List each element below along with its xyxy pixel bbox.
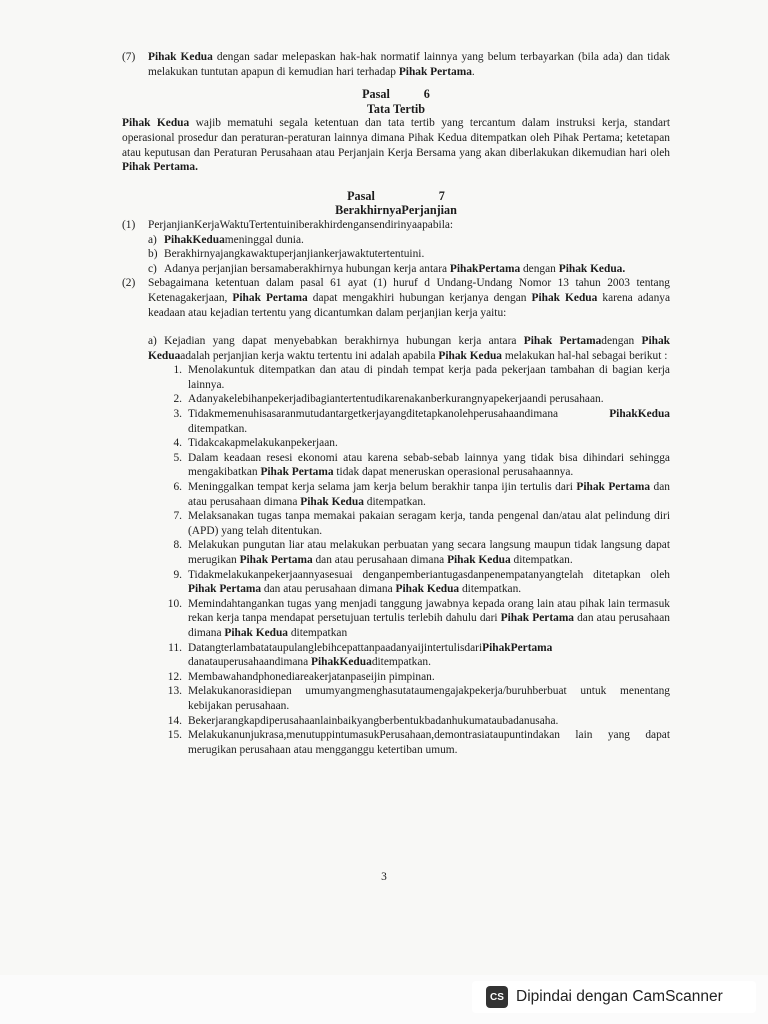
list-item-number: 4. xyxy=(173,437,182,450)
camscanner-watermark xyxy=(472,981,756,1013)
bold-term: Pihak Pertama xyxy=(232,291,308,304)
bold-term: Pihak Pertama xyxy=(576,481,651,494)
document-body xyxy=(122,50,670,757)
pasal-7-label: Pasal xyxy=(347,188,375,203)
list-item xyxy=(122,363,670,392)
list-item-number: 15. xyxy=(167,729,182,742)
paragraph-1-number: (1) xyxy=(122,218,136,231)
text-run: Melakukanunjukrasa,menutuppintumasukPerusahaan,demontrasiataupuntindakan lain yang dapat merugikan perusahaan atau mengganggu ketertiban umum. xyxy=(188,729,670,756)
text-run: dapat mengakhiri hubungan kerjanya dengan xyxy=(307,291,532,304)
list-item-number: 9. xyxy=(173,568,182,581)
paragraph-2-text xyxy=(148,276,670,320)
list-item xyxy=(122,728,670,757)
bold-term: PihakKedua xyxy=(311,656,372,669)
text-run: ditempatkan. xyxy=(510,554,573,566)
list-item xyxy=(122,597,670,641)
text-run: dan atau perusahaan dimana xyxy=(188,612,670,639)
list-item xyxy=(122,436,670,451)
paragraph-1-intro: PerjanjianKerjaWaktuTertentuiniberakhirdengansendirinyaapabila: xyxy=(148,218,454,231)
list-item-text xyxy=(188,363,670,392)
list-item-number: 10. xyxy=(167,597,182,610)
text-run: dengan xyxy=(520,262,559,275)
pasal-7-number: 7 xyxy=(438,188,445,203)
list-item-number: 5. xyxy=(173,451,182,464)
clause-7-text xyxy=(148,50,670,79)
list-item-text xyxy=(188,436,670,451)
list-item xyxy=(122,568,670,597)
list-item-text xyxy=(188,641,670,670)
paragraph-1-item xyxy=(148,247,670,262)
list-item xyxy=(122,407,670,436)
text-run: Tidakmelakukanpekerjaannyasesuai denganpemberiantugasdanpenempatanyangtelah ditetapkan oleh xyxy=(188,568,670,581)
paragraph-2a-text xyxy=(148,334,670,363)
list-item-text xyxy=(188,451,670,480)
bold-term: Pihak Kedua xyxy=(148,335,671,362)
bold-term: Pihak Pertama xyxy=(523,335,602,348)
text-run: . xyxy=(471,65,475,78)
bold-term: Pihak Pertama. xyxy=(122,161,198,174)
text-run: Melakukan pungutan liar atau melakukan perbuatan yang secara langsung maupun tidak langsung dapat merugikan xyxy=(188,539,670,566)
list-item-text xyxy=(188,728,670,757)
bold-term: Pihak Kedua xyxy=(395,583,460,596)
text-run: dan atau perusahaan dimana xyxy=(261,583,396,596)
bold-term: Pihak Kedua xyxy=(438,349,502,362)
list-item-text xyxy=(188,392,670,407)
bold-term: Pihak Kedua xyxy=(148,51,213,63)
pasal-7-heading xyxy=(122,189,670,204)
text-run: tidak dapat meneruskan operasional perusahaannya. xyxy=(333,466,574,479)
text-run: dengan xyxy=(601,335,642,348)
text-run: dan atau perusahaan dimana xyxy=(312,554,448,566)
bold-term: PihakKedua xyxy=(609,408,670,421)
text-run: Melaksanakan tugas tanpa memakai pakaian seragam kerja, tanda pengenal dan/atau alat pelindung diri (APD) yang telah ditentukan. xyxy=(188,510,670,537)
list-item-number: 6. xyxy=(173,481,182,494)
text-run: Membawahandphonediareakerjatanpaseijin pimpinan. xyxy=(188,670,435,683)
pasal-6-heading xyxy=(122,87,670,102)
list-item-number: 12. xyxy=(167,670,182,683)
bold-term: Pihak Kedua. xyxy=(558,262,626,275)
list-item xyxy=(122,509,670,538)
bold-term: Pihak Pertama xyxy=(260,466,334,479)
page-number: 3 xyxy=(381,871,387,883)
bold-term: PihakPertama xyxy=(482,641,553,654)
text-run: ditempatkan xyxy=(288,626,348,639)
pasal-6-label: Pasal xyxy=(362,87,390,102)
list-item-text xyxy=(188,538,670,567)
text-run: wajib mematuhi segala ketentuan dan tata tertib yang tercantum dalam instruksi kerja, standart operasional prosedur dan peraturan-peraturan lainnya dimana Pihak Kedua ditempatkan oleh Pihak Pertama; ketetapan atau keputusan dan Peraturan Perusahaan atau Perjanjain Kerja Bersama yang akan diberlakukan dikemudian hari oleh xyxy=(122,117,670,159)
text-run: Menolakuntuk ditempatkan dan atau di pindah tempat kerja pada pekerjaan tambahan di bagian kerja lainnya. xyxy=(188,364,670,391)
list-item-number: 14. xyxy=(167,714,182,727)
text-run: meninggal dunia. xyxy=(224,233,304,246)
list-item-number: 13. xyxy=(167,685,182,698)
item-text xyxy=(164,247,670,262)
bold-term: Pihak Pertama xyxy=(188,583,262,596)
list-item-text xyxy=(188,509,670,538)
paragraph-1-items xyxy=(122,233,670,277)
text-run: Adanyakelebihanpekerjadibagiantertentudikarenakanberkurangnyapekerjaandi perusahaan. xyxy=(188,393,604,406)
text-run: Berakhirnyajangkawaktuperjanjiankerjawaktutertentuini. xyxy=(164,248,425,261)
bold-term: Pihak Kedua xyxy=(531,291,598,304)
pasal-6-title: Tata Tertib xyxy=(366,101,426,116)
list-item xyxy=(122,392,670,407)
list-item-text xyxy=(188,670,670,685)
bold-term: Pihak Pertama xyxy=(500,612,574,625)
bold-term: PihakPertama xyxy=(449,262,521,275)
bold-term: PihakKedua xyxy=(164,233,225,246)
text-run: adalah perjanjian kerja waktu tertentu ini adalah apabila xyxy=(180,349,439,362)
pasal-7-title: BerakhirnyaPerjanjian xyxy=(335,203,457,218)
item-letter: b) xyxy=(148,248,158,261)
text-run: Dalam keadaan resesi ekonomi atau karena sebab-sebab lainnya yang tidak bisa dihindari sehingga mengakibatkan xyxy=(188,451,670,479)
text-run: karena adanya keadaan atau kejadian tertentu yang dicantumkan dalam perjanjian kerja yaitu: xyxy=(148,291,671,319)
bold-term: Pihak Pertama xyxy=(239,554,313,566)
text-run: Tidakcakapmelakukanpekerjaan. xyxy=(188,437,338,450)
text-run: danatauperusahaandimana xyxy=(188,656,312,669)
paragraph-2-number: (2) xyxy=(122,277,136,290)
paragraph-1-item xyxy=(148,233,670,248)
list-item xyxy=(122,538,670,567)
list-item-number: 1. xyxy=(173,364,182,377)
item-letter: c) xyxy=(148,262,157,275)
text-run: Bekerjarangkapdiperusahaanlainbaikyangberbentukbadanhukumataubadanusaha. xyxy=(188,714,559,727)
list-item-text xyxy=(188,480,670,509)
list-item xyxy=(122,670,670,685)
text-run: Sebagaimana ketentuan dalam pasal 61 ayat (1) huruf d Undang-Undang Nomor 13 tahun 2003 tentang Ketenagakerjaan, xyxy=(148,277,670,304)
text-run: dengan sadar melepaskan hak-hak normatif lainnya yang belum terbayarkan (bila ada) dan tidak melakukan tuntutan apapun di kemudian hari terhadap xyxy=(148,51,670,78)
text-run: Melakukanorasidiepan umumyangmenghasutataumengajakpekerja/buruhberbuat untuk menentang kebijakan perusahaan. xyxy=(188,685,670,712)
text-run: Memindahtangankan tugas yang menjadi tanggung jawabnya kepada orang lain atau pihak lain termasuk rekan kerja tanpa mendapat persetujuan tertulis terlebih dahulu dari xyxy=(188,597,670,625)
text-run: Tidakmemenuhisasaranmutudantargetkerjayangditetapkanolehperusahaandimana xyxy=(188,408,610,421)
item-text xyxy=(164,262,670,277)
paragraph-1 xyxy=(122,218,670,233)
list-item-number: 2. xyxy=(173,393,182,406)
text-run: ditempatkan. xyxy=(188,422,248,435)
bold-term: Pihak Kedua xyxy=(447,554,511,566)
list-item xyxy=(122,684,670,713)
termination-conditions-list xyxy=(122,363,670,757)
list-item-number: 8. xyxy=(173,539,182,552)
pasal-6-number: 6 xyxy=(423,87,430,102)
text-run: a) Kejadian yang dapat menyebabkan berakhirnya hubungan kerja antara xyxy=(148,335,524,348)
camscanner-text: Dipindai dengan CamScanner xyxy=(516,988,723,1005)
item-text xyxy=(164,233,670,248)
bold-term: Pihak Kedua xyxy=(224,626,288,639)
list-item-text xyxy=(188,568,670,597)
bold-term: Pihak Kedua xyxy=(300,495,364,508)
item-letter: a) xyxy=(148,233,157,246)
text-run: ditempatkan. xyxy=(371,656,431,669)
list-item-number: 3. xyxy=(173,408,182,421)
list-item xyxy=(122,451,670,480)
bold-term: Pihak Pertama xyxy=(398,65,472,78)
list-item-number: 7. xyxy=(173,510,182,523)
text-run: Datangterlambatataupulanglebihcepattanpaadanyaijintertulisdari xyxy=(188,641,483,654)
clause-7 xyxy=(122,50,670,79)
list-item-number: 11. xyxy=(168,641,182,654)
text-run: dan atau perusahaan dimana xyxy=(188,481,671,508)
text-run: melakukan hal-hal sebagai berikut : xyxy=(501,349,668,362)
list-item-text xyxy=(188,714,670,729)
text-run: Meninggalkan tempat kerja selama jam kerja belum berakhir tanpa ijin tertulis dari xyxy=(188,481,577,494)
text-run: ditempatkan. xyxy=(459,583,522,596)
clause-7-number: (7) xyxy=(122,51,136,63)
text-run: ditempatkan. xyxy=(363,495,426,508)
list-item-text xyxy=(188,597,670,641)
list-item-text xyxy=(188,407,670,436)
pasal-6-text xyxy=(122,116,670,174)
list-item-text xyxy=(188,684,670,713)
list-item xyxy=(122,641,670,670)
list-item xyxy=(122,714,670,729)
text-run: Adanya perjanjian bersamaberakhirnya hubungan kerja antara xyxy=(164,262,450,275)
bold-term: Pihak Kedua xyxy=(122,117,190,130)
paragraph-1-item xyxy=(148,262,670,277)
paragraph-2 xyxy=(122,276,670,320)
camscanner-logo-icon: CS xyxy=(486,986,508,1008)
list-item xyxy=(122,480,670,509)
